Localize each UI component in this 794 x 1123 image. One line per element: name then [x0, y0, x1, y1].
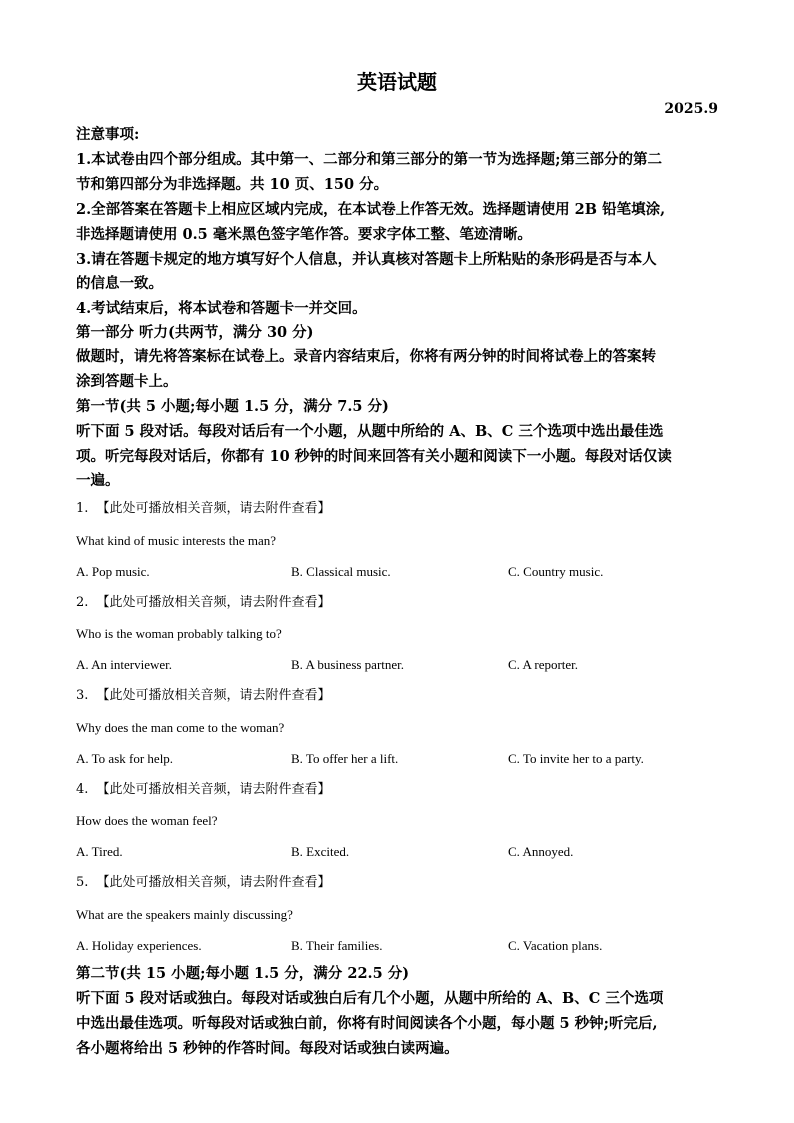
audio-placeholder[interactable]: 【此处可播放相关音频，请去附件查看】: [96, 501, 331, 516]
section1-instruction: 一遍。: [76, 472, 120, 489]
question-text: What kind of music interests the man?: [76, 533, 277, 548]
audio-placeholder[interactable]: 【此处可播放相关音频，请去附件查看】: [96, 595, 331, 610]
notice-line: 的信息一致。: [76, 275, 163, 292]
option-a[interactable]: A. To ask for help.: [76, 751, 174, 766]
option-b[interactable]: B. To offer her a lift.: [291, 751, 399, 766]
option-c[interactable]: C. Annoyed.: [508, 844, 574, 859]
notice-line: 4.考试结束后，将本试卷和答题卡一并交回。: [76, 300, 367, 317]
question-text: Why does the man come to the woman?: [76, 720, 285, 735]
part1-instruction: 涂到答题卡上。: [76, 373, 178, 390]
section2-heading: 第二节(共 15 小题;每小题 1.5 分，满分 22.5 分): [76, 965, 410, 982]
exam-date: 2025.9: [664, 101, 718, 117]
section2-instruction: 听下面 5 段对话或独白。每段对话或独白后有几个小题，从题中所给的 A、B、C 三个选项: [76, 990, 664, 1007]
question-audio-row: [76, 500, 331, 518]
option-b[interactable]: B. Classical music.: [291, 564, 391, 579]
question-text: Who is the woman probably talking to?: [76, 626, 282, 641]
option-c[interactable]: C. A reporter.: [508, 657, 579, 672]
section1-instruction: 听下面 5 段对话。每段对话后有一个小题，从题中所给的 A、B、C 三个选项中选出最佳选: [76, 423, 664, 440]
notice-line: 节和第四部分为非选择题。共 10 页、150 分。: [76, 176, 389, 193]
question-audio-row: [76, 781, 331, 799]
section1-instruction: 项。听完每段对话后，你都有 10 秒钟的时间来回答有关小题和阅读下一小题。每段对话仅读: [76, 448, 672, 465]
question-text: How does the woman feel?: [76, 813, 218, 828]
option-b[interactable]: B. A business partner.: [291, 657, 405, 672]
audio-placeholder[interactable]: 【此处可播放相关音频，请去附件查看】: [96, 782, 331, 797]
audio-placeholder[interactable]: 【此处可播放相关音频，请去附件查看】: [96, 688, 331, 703]
option-b[interactable]: B. Their families.: [291, 938, 383, 953]
option-c[interactable]: C. Vacation plans.: [508, 938, 603, 953]
option-a[interactable]: A. An interviewer.: [76, 657, 173, 672]
notice-line: 1.本试卷由四个部分组成。其中第一、二部分和第三部分的第一节为选择题;第三部分的第二: [76, 151, 662, 168]
question-number: 2.: [76, 595, 89, 610]
question-number: 3.: [76, 688, 89, 703]
question-audio-row: [76, 687, 331, 705]
question-audio-row: [76, 594, 331, 612]
page-title: 英语试题: [357, 70, 437, 94]
option-b[interactable]: B. Excited.: [291, 844, 350, 859]
question-number: 5.: [76, 875, 89, 890]
question-number: 4.: [76, 782, 89, 797]
question-text: What are the speakers mainly discussing?: [76, 907, 293, 922]
section2-instruction: 中选出最佳选项。听每段对话或独白前，你将有时间阅读各个小题，每小题 5 秒钟;听完后,: [76, 1015, 658, 1032]
notice-line: 非选择题请使用 0.5 毫米黑色签字笔作答。要求字体工整、笔迹清晰。: [76, 226, 532, 243]
question-audio-row: [76, 874, 331, 892]
part1-instruction: 做题时，请先将答案标在试卷上。录音内容结束后，你将有两分钟的时间将试卷上的答案转: [76, 348, 656, 365]
option-a[interactable]: A. Pop music.: [76, 564, 150, 579]
question-number: 1.: [76, 501, 89, 516]
section2-instruction: 各小题将给出 5 秒钟的作答时间。每段对话或独白读两遍。: [76, 1040, 459, 1057]
part1-heading: 第一部分 听力(共两节，满分 30 分): [76, 324, 314, 341]
option-c[interactable]: C. Country music.: [508, 564, 604, 579]
notice-line: 2.全部答案在答题卡上相应区域内完成，在本试卷上作答无效。选择题请使用 2B 铅笔填涂,: [76, 201, 666, 218]
option-a[interactable]: A. Holiday experiences.: [76, 938, 202, 953]
section1-heading: 第一节(共 5 小题;每小题 1.5 分，满分 7.5 分): [76, 398, 389, 415]
notice-heading: 注意事项:: [76, 126, 140, 143]
option-a[interactable]: A. Tired.: [76, 844, 123, 859]
notice-line: 3.请在答题卡规定的地方填写好个人信息，并认真核对答题卡上所粘贴的条形码是否与本人: [76, 251, 657, 268]
option-c[interactable]: C. To invite her to a party.: [508, 751, 644, 766]
audio-placeholder[interactable]: 【此处可播放相关音频，请去附件查看】: [96, 875, 331, 890]
